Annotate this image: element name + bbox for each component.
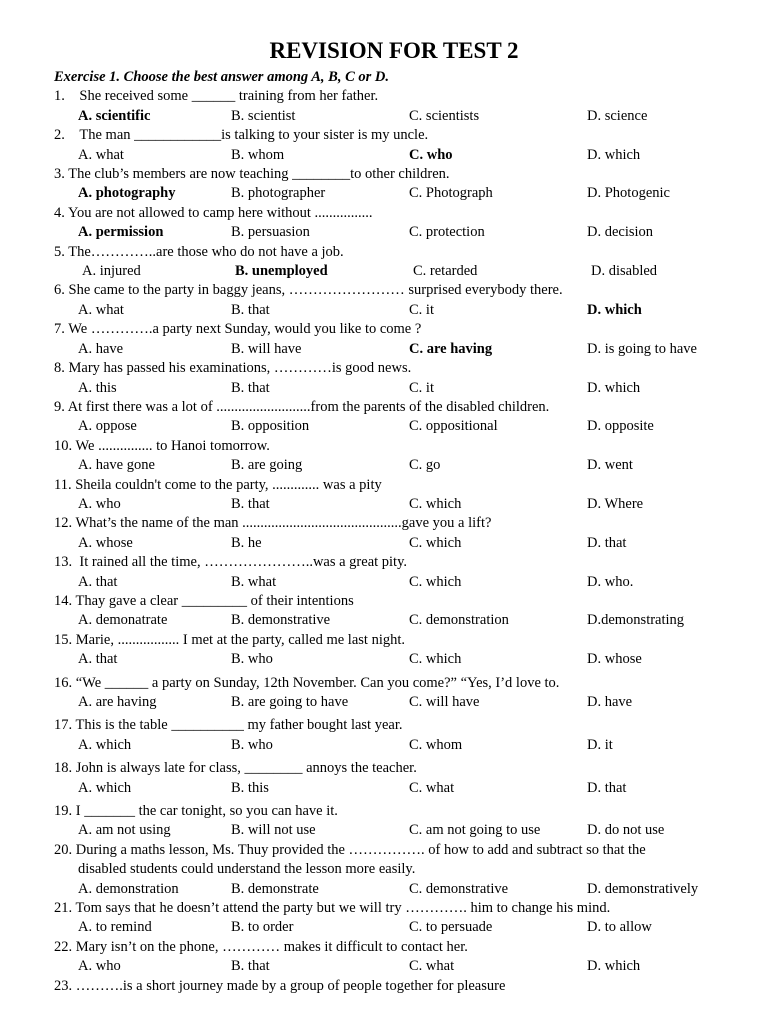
answer-option-c: C. what [409,779,455,796]
answer-option-b: B. he [231,534,262,551]
page-title: REVISION FOR TEST 2 [269,38,519,63]
question-item [54,759,734,798]
question-item [54,514,734,553]
question-item [54,87,734,126]
question-text: 8. Mary has passed his examinations, …………is good news. [54,360,412,377]
answer-option-d: D. demonstratively [587,880,699,897]
question-text: 18. John is always late for class, ________ annoys the teacher. [54,760,417,777]
answer-option-b: B. that [231,495,270,512]
answer-options [54,417,734,436]
answer-option-b: B. that [231,379,270,396]
answer-option-c: C. which [409,573,462,590]
answer-option-c: C. will have [409,694,480,710]
answer-options [54,957,734,976]
answer-option-b: B. to order [231,919,294,936]
answer-option-a: A. are having [78,694,157,710]
question-text: 1. She received some ______ training from her father. [54,88,379,105]
question-text: 9. At first there was a lot of ..........................from the parents of the disabled children. [54,398,550,415]
question-text: 13. It rained all the time, …………………..was a great pity. [54,554,408,571]
question-item [54,938,734,977]
question-item [54,320,734,359]
question-text: 22. Mary isn’t on the phone, ………… makes it difficult to contact her. [54,938,468,955]
answer-option-d: D. which [587,301,642,318]
answer-option-c: C. who [409,146,453,163]
question-item [54,359,734,398]
answer-option-a: A. which [78,779,132,796]
worksheet-page [54,36,734,996]
question-item [54,437,734,476]
answer-option-c: C. to persuade [409,919,493,936]
answer-option-d: D. Photogenic [587,185,670,202]
question-text: 15. Marie, ................. I met at the party, called me last night. [54,631,405,648]
question-list [54,87,734,996]
answer-options [54,184,734,203]
question-text: 2. The man ____________is talking to your sister is my uncle. [54,127,429,144]
question-item [54,802,734,841]
answer-options [54,736,734,755]
question-item [54,553,734,592]
answer-option-a: A. demonstration [78,880,179,897]
question-item [54,398,734,437]
answer-option-a: A. demonatrate [78,612,168,629]
answer-options [54,880,734,899]
answer-option-a: A. what [78,301,124,318]
answer-option-a: A. injured [82,263,141,280]
answer-options [54,146,734,165]
answer-option-b: B. who [231,651,273,668]
question-text: 3. The club’s members are now teaching ________to other children. [54,166,450,183]
answer-option-c: C. protection [409,224,485,241]
question-item [54,476,734,515]
answer-option-c: C. demonstration [409,612,509,629]
question-item [54,281,734,320]
answer-option-d: D. that [587,534,627,551]
answer-option-a: A. that [78,573,118,590]
answer-option-d: D. science [587,107,648,124]
answer-option-b: B. are going to have [231,694,349,710]
answer-option-a: A. photography [78,185,176,202]
answer-option-d: D. went [587,457,633,474]
answer-option-d: D. who. [587,573,634,590]
answer-option-a: A. that [78,651,118,668]
answer-option-a: A. to remind [78,919,152,936]
answer-option-a: A. scientific [78,107,151,124]
answer-options [54,779,734,798]
answer-option-d: D. opposite [587,418,654,435]
question-text: 11. Sheila couldn't come to the party, ............. was a pity [54,476,382,493]
answer-options [54,301,734,320]
exercise-instruction: Exercise 1. Choose the best answer among A, B, C or D. [54,69,390,85]
question-text: 23. ……….is a short journey made by a group of people together for pleasure [54,977,506,994]
answer-options [54,379,734,398]
answer-option-c: C. Photograph [409,185,493,202]
answer-options [54,573,734,592]
answer-option-a: A. who [78,958,121,975]
answer-option-a: A. which [78,736,132,753]
answer-option-a: A. whose [78,534,133,551]
answer-options [54,223,734,242]
answer-option-b: B. whom [231,146,285,163]
question-item [54,165,734,204]
question-text: 16. “We ______ a party on Sunday, 12th November. Can you come?” “Yes, I’d love to. [54,674,560,691]
question-text: 12. What’s the name of the man ............................................gave you a lift? [54,515,492,532]
answer-option-b: B. persuasion [231,224,310,241]
question-text: 20. During a maths lesson, Ms. Thuy provided the ……………. of how to add and subtract so that the [54,841,646,858]
answer-option-c: C. which [409,651,462,668]
answer-option-d: D. which [587,146,641,163]
answer-options [54,693,734,712]
answer-option-c: C. are having [409,340,493,357]
answer-option-d: D.demonstrating [587,612,685,629]
answer-options [54,262,734,281]
question-item [54,243,734,282]
answer-option-b: B. that [231,301,270,318]
answer-option-b: B. that [231,958,270,975]
answer-option-c: C. go [409,457,441,474]
answer-option-a: A. oppose [78,418,137,435]
answer-option-b: B. demonstrate [231,880,319,897]
answer-option-d: D. which [587,958,641,975]
answer-options [54,821,734,840]
answer-option-d: D. that [587,779,627,796]
answer-options [54,534,734,553]
question-text: 5. The…………..are those who do not have a job. [54,243,344,260]
answer-option-b: B. demonstrative [231,612,331,629]
question-text-continuation: disabled students could understand the lesson more easily. [78,861,416,878]
question-item [54,631,734,670]
answer-option-b: B. scientist [231,107,296,124]
question-item [54,674,734,713]
answer-option-c: C. whom [409,736,463,753]
answer-option-d: D. disabled [591,263,658,280]
answer-option-d: D. decision [587,224,654,241]
answer-options [54,495,734,514]
answer-option-a: A. permission [78,224,164,241]
answer-options [54,650,734,669]
answer-option-b: B. will not use [231,822,316,839]
answer-option-a: A. am not using [78,822,171,839]
answer-option-d: D. it [587,736,613,753]
answer-option-b: B. photographer [231,185,326,202]
answer-option-a: A. this [78,379,117,396]
answer-option-a: A. what [78,146,124,163]
answer-option-b: B. unemployed [235,263,328,280]
question-item [54,204,734,243]
question-item [54,716,734,755]
question-text: 14. Thay gave a clear _________ of their intentions [54,592,354,609]
answer-option-c: C. it [409,301,434,318]
answer-option-c: C. oppositional [409,418,498,435]
question-text: 10. We ............... to Hanoi tomorrow. [54,437,270,454]
answer-option-c: C. which [409,534,462,551]
answer-option-c: C. scientists [409,107,480,124]
answer-option-d: D. have [587,694,633,710]
answer-option-c: C. demonstrative [409,880,509,897]
answer-options [54,918,734,937]
answer-option-a: A. have gone [78,457,155,474]
answer-option-d: D. whose [587,651,642,668]
question-text: 4. You are not allowed to camp here without ................ [54,204,373,221]
answer-option-d: D. do not use [587,822,665,839]
answer-option-c: C. retarded [413,263,478,280]
question-item [54,841,734,899]
answer-option-c: C. am not going to use [409,822,541,839]
question-text: 19. I _______ the car tonight, so you can have it. [54,803,338,820]
answer-options [54,107,734,126]
question-item [54,592,734,631]
answer-options [54,611,734,630]
answer-option-b: B. will have [231,340,302,357]
answer-option-b: B. what [231,573,277,590]
answer-option-b: B. are going [231,457,303,474]
answer-option-c: C. it [409,379,434,396]
answer-options [54,456,734,475]
answer-option-c: C. which [409,495,462,512]
question-text: 6. She came to the party in baggy jeans, …………………… surprised everybody there. [54,282,563,299]
answer-option-a: A. have [78,340,124,357]
answer-option-b: B. this [231,779,269,796]
question-item [54,126,734,165]
question-text: 17. This is the table __________ my father bought last year. [54,717,403,734]
question-text: 7. We ………….a party next Sunday, would you like to come ? [54,321,422,338]
question-text: 21. Tom says that he doesn’t attend the party but we will try …………. him to change his mind. [54,900,611,917]
question-item [54,977,734,996]
question-item [54,899,734,938]
answer-option-b: B. opposition [231,418,310,435]
answer-option-d: D. which [587,379,641,396]
answer-option-d: D. is going to have [587,340,697,357]
answer-option-d: D. to allow [587,919,652,936]
answer-options [54,340,734,359]
answer-option-d: D. Where [587,495,644,512]
answer-option-c: C. what [409,958,455,975]
answer-option-b: B. who [231,736,273,753]
answer-option-a: A. who [78,495,121,512]
